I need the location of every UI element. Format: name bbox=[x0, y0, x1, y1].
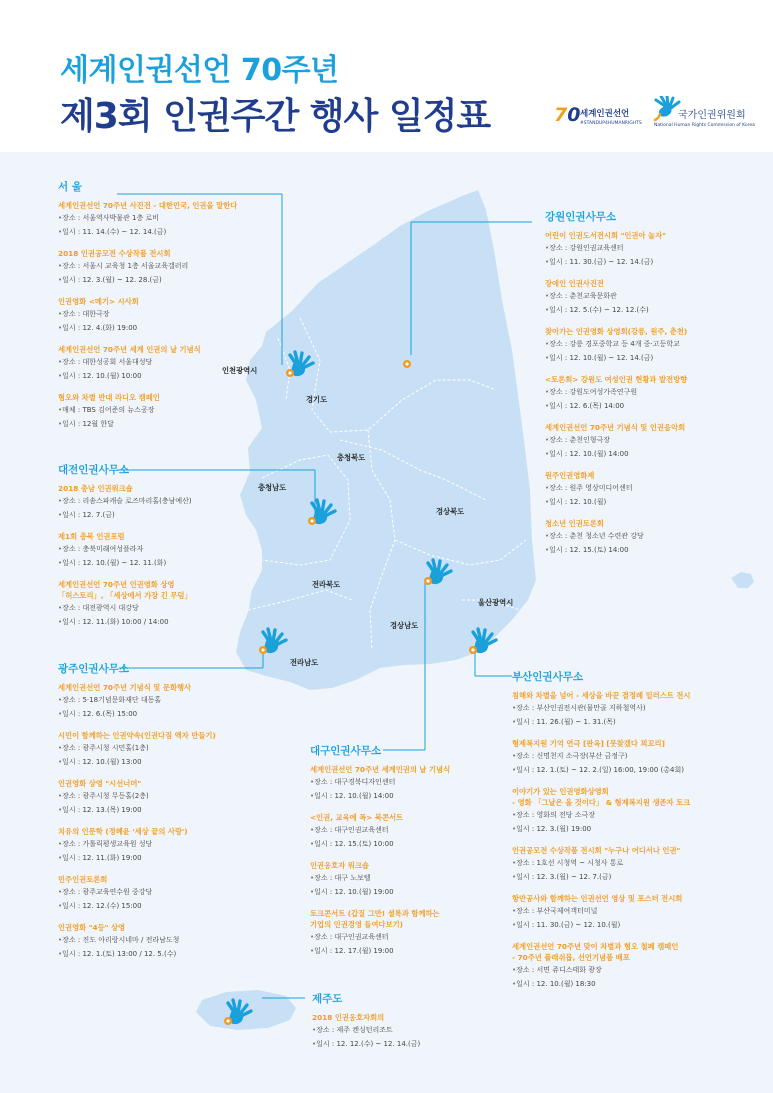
event-detail: • 장소 : 부산인권전시관(물만골 지하철역사) bbox=[512, 701, 690, 716]
event-name: 인권옹호자 워크숍 bbox=[310, 860, 369, 870]
region-busan bbox=[512, 672, 690, 992]
event-detail: • 장소 : 대구인권교육센터 bbox=[310, 823, 450, 838]
raised-hand-icon bbox=[403, 360, 411, 368]
region-seoul bbox=[58, 182, 237, 432]
korea-mainland-map bbox=[236, 190, 536, 690]
event-name: 침해와 차별을 넘어 - 세상을 바꾼 결정례 일러스트 전시 bbox=[512, 690, 691, 700]
event-item bbox=[545, 374, 687, 414]
event-name-line2: - 영화 「그날은 올 것이다」 & 형제복지원 생존자 토크 bbox=[512, 797, 691, 807]
region-jeju bbox=[312, 994, 420, 1052]
event-detail: • 장소 : 원주 영상미디어센터 bbox=[545, 481, 687, 496]
event-item bbox=[58, 344, 237, 384]
event-item bbox=[58, 778, 216, 818]
region-title: 제주도 bbox=[312, 993, 343, 1005]
province-label: 전라북도 bbox=[312, 580, 341, 589]
event-item bbox=[310, 764, 450, 804]
event-item bbox=[58, 483, 192, 523]
province-label: 충청남도 bbox=[258, 483, 287, 492]
event-name: 청소년 인권토론회 bbox=[545, 518, 604, 528]
event-detail: • 일시 : 12. 10.(월) 10:00 bbox=[58, 369, 237, 384]
event-detail: • 장소 : 서울역사박물관 1층 로비 bbox=[58, 211, 237, 226]
event-name: 혐오와 차별 반대 라디오 캠페인 bbox=[58, 392, 160, 402]
event-item bbox=[512, 786, 690, 837]
event-detail: • 장소 : 대구 노보텔 bbox=[310, 871, 450, 886]
event-detail: • 장소 : 춘천 청소년 수련관 강당 bbox=[545, 529, 687, 544]
event-name: 시민이 함께하는 인권약속(인권다짐 액자 만들기) bbox=[58, 730, 216, 740]
event-detail: • 장소 : 부산국제여객터미널 bbox=[512, 904, 690, 919]
event-name: 어린이 인권도서전시회 "인권아 놀자" bbox=[545, 230, 666, 240]
event-name: 세계인권선언 70주년 세계인권의 날 기념식 bbox=[310, 764, 451, 774]
event-detail: • 장소 : 영화의 전당 소극장 bbox=[512, 808, 690, 823]
event-name: 장애인 인권사진전 bbox=[545, 278, 604, 288]
event-item bbox=[58, 922, 216, 962]
province-label: 경상남도 bbox=[390, 621, 419, 630]
event-detail: • 일시 : 12. 10.(월) 13:00 bbox=[58, 755, 216, 770]
poster-title-line2: 제3회 인권주간 행사 일정표 bbox=[60, 96, 491, 137]
event-name: <인권, 교육에 폭> 북콘서트 bbox=[310, 812, 404, 822]
event-detail: • 장소 : 광주시청 무등홀(2층) bbox=[58, 789, 216, 804]
event-name: 세계인권선언 70주년 인권영화 상영 bbox=[58, 579, 175, 589]
event-detail: • 장소 : 서면 쥬디스태화 광장 bbox=[512, 963, 690, 978]
event-detail: • 일시 : 12. 10.(월) 19:00 bbox=[310, 885, 450, 900]
region-gwangju bbox=[58, 664, 216, 962]
event-detail: • 장소 : 광주교육연수원 중강당 bbox=[58, 885, 216, 900]
event-detail: • 일시 : 12. 7.(금) bbox=[58, 508, 192, 523]
event-detail: • 일시 : 12. 10.(월) ~ 12. 14.(금) bbox=[545, 351, 687, 366]
region-title: 부산인권사무소 bbox=[512, 671, 584, 683]
event-item bbox=[58, 682, 216, 722]
event-item bbox=[512, 941, 690, 992]
udhr-70-logo-tag: #STANDUP4HUMANRIGHTS bbox=[580, 121, 642, 126]
event-item bbox=[545, 230, 687, 270]
event-name: 민주인권토론회 bbox=[58, 874, 108, 884]
event-name: 2018 인권공모전 수상작품 전시회 bbox=[58, 248, 171, 258]
event-detail: • 장소 : 가톨릭평생교육원 성당 bbox=[58, 837, 216, 852]
event-item bbox=[512, 893, 690, 933]
event-name: 인권영화 "4등" 상영 bbox=[58, 922, 126, 932]
region-gangwon bbox=[545, 212, 687, 558]
nhrc-logo-english: National Human Rights Commission of Korea bbox=[654, 123, 755, 128]
event-detail: • 장소 : 1호선 시청역 ~ 시청사 통로 bbox=[512, 856, 690, 871]
event-item bbox=[312, 1012, 420, 1052]
event-name: 찾아가는 인권영화 상영회(강릉, 원주, 춘천) bbox=[545, 326, 688, 336]
ulleungdo-inset-map bbox=[731, 572, 754, 588]
event-item bbox=[545, 470, 687, 510]
event-detail: • 일시 : 12. 11.(화) 10:00 / 14:00 bbox=[58, 615, 192, 630]
region-daejeon bbox=[58, 465, 192, 630]
event-detail: • 일시 : 12. 17.(월) 19:00 bbox=[310, 944, 450, 959]
udhr-70-logo-name: 세계인권선언 bbox=[580, 109, 630, 119]
event-detail: • 일시 : 12. 11.(화) 19:00 bbox=[58, 851, 216, 866]
event-detail: • 장소 : 춘천교육문화관 bbox=[545, 289, 687, 304]
province-label: 충청북도 bbox=[337, 453, 366, 462]
event-detail: • 장소 : 대한극장 bbox=[58, 307, 237, 322]
event-item bbox=[310, 812, 450, 852]
event-detail: • 일시 : 12. 10.(월) 14:00 bbox=[310, 789, 450, 804]
event-name: 제1회 충북 인권포럼 bbox=[58, 531, 125, 541]
event-detail: • 장소 : 신명천지 소극장(부산 금정구) bbox=[512, 749, 690, 764]
event-name: 세계인권선언 70주년 기념식 및 인권음악회 bbox=[545, 422, 686, 432]
event-detail: • 장소 : 진도 아리랑시네마 / 전라남도청 bbox=[58, 933, 216, 948]
province-label: 경상북도 bbox=[436, 507, 465, 516]
event-detail: • 일시 : 12. 13.(목) 19:00 bbox=[58, 803, 216, 818]
udhr-70-number: 70 bbox=[554, 104, 581, 126]
event-name: 세계인권선언 70주년 기념식 및 문화행사 bbox=[58, 682, 192, 692]
event-detail: • 일시 : 12. 15.(토) 14:00 bbox=[545, 543, 687, 558]
event-item bbox=[58, 579, 192, 630]
event-item bbox=[512, 738, 690, 778]
event-name-line2: 기업의 인권경영 들여다보기) bbox=[310, 919, 404, 929]
event-name: 인권영화 <메기> 시사회 bbox=[58, 296, 139, 306]
event-detail: • 장소 : 5·18기념문화재단 대동홀 bbox=[58, 693, 216, 708]
event-name: 원주인권영화제 bbox=[545, 470, 595, 480]
event-detail: • 장소 : 강릉 경포중학교 등 4개 중·고등학교 bbox=[545, 337, 687, 352]
event-detail: • 일시 : 12. 3.(월) ~ 12. 28.(금) bbox=[58, 273, 237, 288]
province-label: 울산광역시 bbox=[478, 598, 514, 607]
province-label: 경기도 bbox=[306, 395, 328, 404]
event-detail: • 장소 : 리솜스파캐슬 로즈마리홀(충남예산) bbox=[58, 494, 192, 509]
event-detail: • 장소 : 대한성공회 서울대성당 bbox=[58, 355, 237, 370]
event-name: 인권영화 상영 "시선너머" bbox=[58, 778, 142, 788]
event-item bbox=[545, 422, 687, 462]
event-name-line2: 「허스토리」, 「세상에서 가장 긴 무덤」 bbox=[58, 590, 192, 600]
event-detail: • 장소 : 서울시 교육청 1층 서울교육갤러리 bbox=[58, 259, 237, 274]
province-label: 인천광역시 bbox=[222, 366, 258, 375]
region-title: 광주인권사무소 bbox=[58, 663, 130, 675]
event-detail: • 매체 : TBS 김어준의 뉴스공장 bbox=[58, 403, 237, 418]
event-detail: • 일시 : 12. 1.(토) 13:00 / 12. 5.(수) bbox=[58, 947, 216, 962]
event-detail: • 일시 : 11. 30.(금) ~ 12. 10.(월) bbox=[512, 918, 690, 933]
event-detail: • 일시 : 11. 30.(금) ~ 12. 14.(금) bbox=[545, 255, 687, 270]
poster-title-line1: 세계인권선언 70주년 bbox=[60, 53, 339, 88]
event-name: 이야기가 있는 인권영화상영회 bbox=[512, 786, 609, 796]
region-daegu bbox=[310, 746, 450, 959]
event-detail: • 일시 : 12. 6.(목) 15:00 bbox=[58, 707, 216, 722]
event-detail: • 일시 : 12. 3.(월) ~ 12. 7.(금) bbox=[512, 870, 690, 885]
event-detail: • 장소 : 광주시청 시민홀(1층) bbox=[58, 741, 216, 756]
event-name: 인권공모전 수상작품 전시회 "누구나 어디서나 인권" bbox=[512, 845, 681, 855]
event-item bbox=[58, 531, 192, 571]
event-detail: • 장소 : 충북미래여성플라자 bbox=[58, 542, 192, 557]
region-title: 대전인권사무소 bbox=[58, 464, 130, 476]
event-detail: • 일시 : 12. 10.(월) 14:00 bbox=[545, 447, 687, 462]
event-name: 토크콘서트 (갑질 그만! 셜록과 함께하는 bbox=[310, 908, 440, 918]
province-label: 전라남도 bbox=[290, 658, 319, 667]
event-detail: • 장소 : 제주 켄싱턴리조트 bbox=[312, 1023, 420, 1038]
event-detail: • 장소 : 강원인권교육센터 bbox=[545, 241, 687, 256]
event-detail: • 일시 : 12. 10.(월) 18:30 bbox=[512, 977, 690, 992]
event-detail: • 일시 : 12. 6.(목) 14:00 bbox=[545, 399, 687, 414]
region-title: 서 울 bbox=[58, 181, 82, 193]
event-name: <토론회> 강원도 여성인권 현황과 발전방향 bbox=[545, 374, 688, 384]
jeju-island-map bbox=[196, 990, 296, 1030]
event-detail: • 일시 : 12. 1.(토) ~ 12. 2.(일) 16:00, 19:00 (총4회) bbox=[512, 763, 690, 778]
event-item bbox=[545, 326, 687, 366]
event-detail: • 일시 : 12. 12.(수) ~ 12. 14.(금) bbox=[312, 1037, 420, 1052]
event-detail: • 장소 : 대구경북디자인센터 bbox=[310, 775, 450, 790]
event-item bbox=[58, 874, 216, 914]
event-item bbox=[58, 200, 237, 240]
event-item bbox=[58, 826, 216, 866]
nhrc-logo-name: 국가인권위원회 bbox=[678, 110, 746, 121]
event-name: 형제복지원 기억 연극 [판옥] [못찾겠다 꾀꼬리] bbox=[512, 738, 665, 748]
event-item bbox=[545, 518, 687, 558]
event-detail: • 일시 : 12. 5.(수) ~ 12. 12.(수) bbox=[545, 303, 687, 318]
event-detail: • 일시 : 12. 10.(월) bbox=[545, 495, 687, 510]
event-detail: • 일시 : 12월 한달 bbox=[58, 417, 237, 432]
event-item bbox=[58, 296, 237, 336]
event-item bbox=[58, 730, 216, 770]
event-detail: • 장소 : 강원도여성가족연구원 bbox=[545, 385, 687, 400]
event-detail: • 일시 : 12. 4.(화) 19:00 bbox=[58, 321, 237, 336]
event-detail: • 일시 : 12. 3.(월) 19:00 bbox=[512, 822, 690, 837]
event-detail: • 일시 : 12. 15.(토) 10:00 bbox=[310, 837, 450, 852]
event-detail: • 장소 : 춘천인형극장 bbox=[545, 433, 687, 448]
event-name: 세계인권선언 70주년 맞이 차별과 혐오 철폐 캠페인 bbox=[512, 941, 679, 951]
event-detail: • 장소 : 대전광역시 대강당 bbox=[58, 601, 192, 616]
event-item bbox=[310, 908, 450, 959]
event-item bbox=[545, 278, 687, 318]
event-detail: • 일시 : 12. 10.(월) ~ 12. 11.(화) bbox=[58, 556, 192, 571]
event-item bbox=[58, 392, 237, 432]
event-name-line2: - 70주년 플래쉬몹, 선언기념품 배포 bbox=[512, 952, 630, 962]
event-detail: • 장소 : 대구인권교육센터 bbox=[310, 930, 450, 945]
event-detail: • 일시 : 11. 14.(수) ~ 12. 14.(금) bbox=[58, 225, 237, 240]
event-item bbox=[310, 860, 450, 900]
event-item bbox=[58, 248, 237, 288]
event-name: 치유의 인문학 (정혜윤 '세상 끝의 사랑') bbox=[58, 826, 188, 836]
event-item bbox=[512, 690, 690, 730]
event-item bbox=[512, 845, 690, 885]
event-name: 세계인권선언 70주년 사진전 - 대한민국, 인권을 말한다 bbox=[58, 200, 238, 210]
region-title: 강원인권사무소 bbox=[545, 211, 617, 223]
event-name: 2018 인권옹호자회의 bbox=[312, 1012, 385, 1022]
event-name: 2018 충남 인권워크숍 bbox=[58, 483, 133, 493]
event-name: 세계인권선언 70주년 세계 인권의 날 기념식 bbox=[58, 344, 201, 354]
region-title: 대구인권사무소 bbox=[310, 745, 382, 757]
event-name: 항만공사와 함께하는 인권선언 영상 및 포스터 전시회 bbox=[512, 893, 683, 903]
event-detail: • 일시 : 11. 26.(월) ~ 1. 31.(목) bbox=[512, 715, 690, 730]
event-detail: • 일시 : 12. 12.(수) 15:00 bbox=[58, 899, 216, 914]
